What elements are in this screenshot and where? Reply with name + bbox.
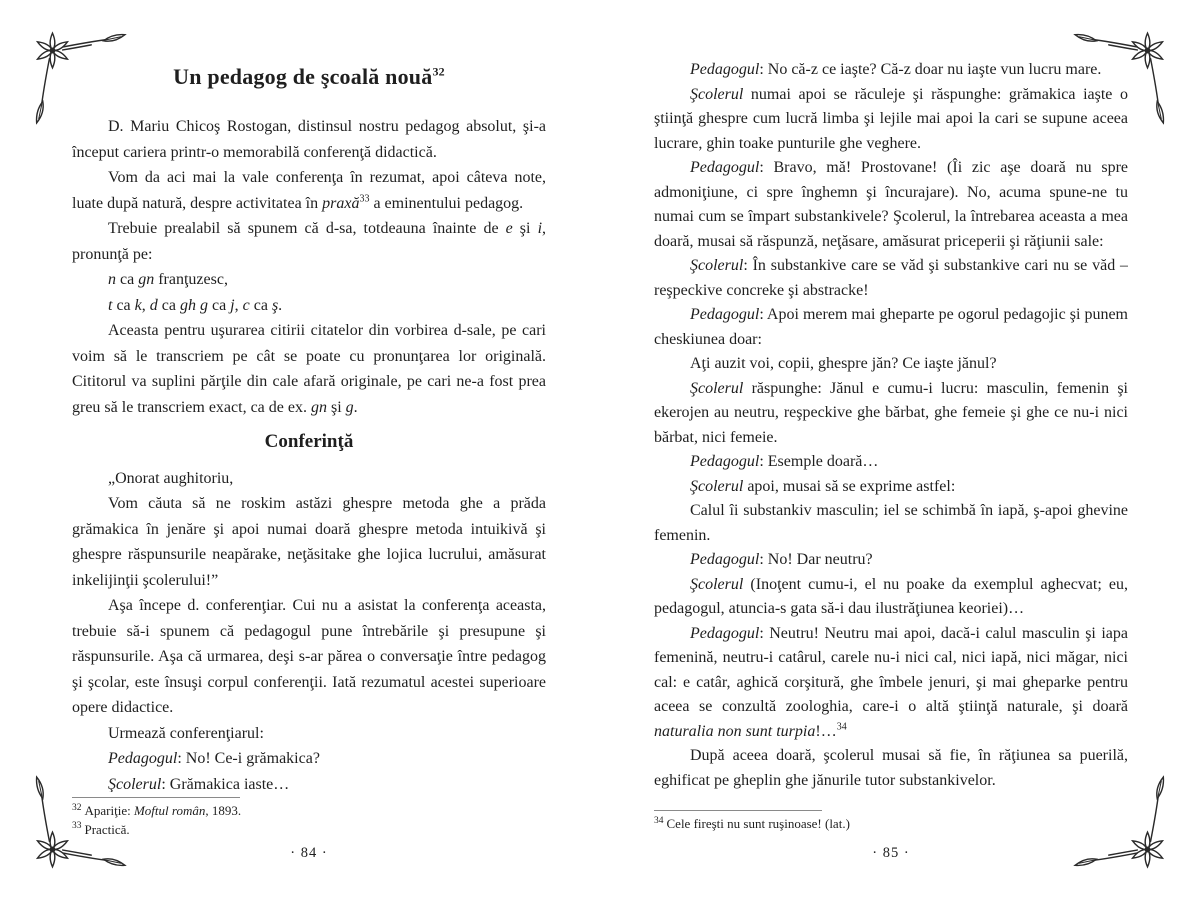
footnote-marker: 34	[836, 721, 847, 733]
text-segment: apoi, musai să se exprime astfel:	[743, 477, 956, 495]
text-segment: ca	[116, 271, 139, 288]
paragraph	[72, 216, 546, 267]
paragraph	[72, 491, 546, 593]
text-segment: D. Mariu Chicoş Rostogan, distinsul nostru pedagog absolut, şi-a început cariera printr-o memorabilă conferenţă didactică.	[72, 118, 546, 161]
chapter-title-footnote-ref: 32	[432, 64, 445, 79]
text-segment: Pedagogul	[690, 453, 760, 470]
text-segment: şi	[326, 398, 346, 416]
paragraph	[654, 622, 1128, 745]
paragraph	[72, 318, 546, 420]
text-segment: Urmează conferenţiarul:	[108, 724, 264, 742]
text-segment: şi	[512, 220, 538, 237]
text-segment: ca	[157, 296, 180, 314]
paragraph	[654, 573, 1128, 622]
paragraph	[654, 156, 1128, 254]
text-segment: : No! Ce-i grămakica?	[177, 750, 320, 767]
text-segment: Şcolerul	[108, 775, 162, 792]
text-segment: gn	[310, 398, 327, 416]
paragraph	[72, 293, 546, 319]
text-segment: Aceasta pentru uşurarea citirii citatelor din vorbirea d-sale, pe cari voim să le transcriem pe cât se poate cu pronunţarea lor originală. Cititorul va suplini părţile din cale afară originale, pe cari ne-a fost prea greu să le transcriem exact, ca de ex.	[72, 322, 546, 416]
text-segment: i	[537, 220, 543, 237]
text-segment: ca	[249, 296, 272, 314]
text-segment: Şcolerul	[690, 379, 744, 397]
paragraph	[72, 466, 546, 492]
text-segment: gh g	[179, 296, 208, 314]
text-segment: ca	[207, 296, 231, 314]
paragraph	[72, 721, 546, 747]
chapter-title-text: Un pedagog de şcoală nouă	[173, 64, 433, 89]
paragraph	[72, 772, 546, 793]
paragraph	[654, 303, 1128, 352]
section-heading	[72, 429, 546, 455]
paragraph	[654, 254, 1128, 303]
text-segment: a eminentului pedagog.	[369, 194, 524, 212]
footnote	[654, 815, 1128, 834]
text-segment: După aceea doară, şcolerul musai să fie, în răţiunea sa puerilă, eghificat pe gheplin ghe jănurile tutor substankivelor.	[654, 747, 1128, 789]
paragraph	[654, 548, 1128, 573]
text-segment: franţuzesc,	[154, 271, 228, 288]
text-segment: numai apoi se răculeje şi răspunghe: grămakica iaşte o ştiinţă ghespre cum lucră limba şi lejile mai apoi la cari se supune aceea lucrare, ghin toake punturile ghe veghere.	[654, 85, 1128, 152]
text-segment: : Bravo, mă! Prostovane! (Îi zic aşe doară nu spre admoniţiune, ci spre înghemn şi încurajare). No, acuma spune-ne tu numai cum se împart substankivele? Şcolerul, la întrebarea aceasta a mea doară, musai să răspunză, neţăsare, amăsurat priceperii şi răţiunii sale:	[654, 159, 1128, 250]
text-segment: Pedagogul	[108, 750, 178, 767]
footnote-block	[72, 797, 546, 839]
text-segment: răspunghe: Jănul e cumu-i lucru: masculin, femenin şi ekerojen au neutru, reşpeckive ghe bărbat, ghe femeie şi ghe ce nu-i nici bărbat, nici femeie.	[654, 379, 1128, 446]
text-segment: , pronunţă pe:	[72, 220, 546, 263]
text-segment: e	[505, 220, 513, 237]
chapter-title	[72, 64, 546, 90]
text-segment: naturalia non sunt turpia	[654, 722, 816, 740]
page-right	[654, 0, 1128, 900]
paragraph	[654, 744, 1128, 793]
text-segment: Cele fireşti nu sunt ruşinoase! (lat.)	[666, 816, 850, 831]
text-segment: : Apoi merem mai gheparte pe ogorul pedagojic şi punem cheskiunea doar:	[654, 306, 1128, 348]
text-segment: Apariţie:	[84, 803, 134, 818]
paragraph	[654, 58, 1128, 83]
text-segment: d	[149, 296, 158, 314]
text-segment: ş	[271, 296, 279, 314]
text-segment: Şcolerul	[690, 477, 744, 495]
text-segment: , 1893.	[205, 803, 242, 818]
footnote-rule	[72, 797, 240, 798]
text-segment: : No că-z ce iaşte? Că-z doar nu iaşte vun lucru mare.	[759, 61, 1102, 78]
text-segment: Vom căuta să ne roskim astăzi ghespre metoda ghe a prăda grămakica în jenăre şi apoi numai doară ghespre metoda intuikivă şi ghespre răspunsurile neapărake, neţăsitake ghe lojica lucrului, amăsurat inkelijinţii şcolerului!”	[72, 495, 546, 589]
page-number: · 84 ·	[290, 845, 328, 861]
text-segment: Practică.	[84, 821, 130, 837]
text-segment: Pedagogul	[690, 306, 760, 323]
text-segment: Aţi auzit voi, copii, ghespre jăn? Ce iaşte jănul?	[690, 355, 997, 372]
text-segment: Şcolerul	[690, 575, 744, 593]
footnote	[72, 821, 546, 840]
text-segment: ,	[141, 296, 150, 314]
footnote	[72, 802, 546, 821]
footnote-ref: 34	[654, 815, 664, 826]
text-segment: „Onorat aughitoriu,	[108, 469, 234, 487]
text-segment: Calul îi substankiv masculin; iel se schimbă în iapă, ş-apoi ghevine femenin.	[654, 502, 1128, 544]
text-segment: Şcolerul	[690, 257, 744, 274]
text-segment: k	[134, 296, 142, 314]
text-segment: .	[353, 398, 358, 416]
text-segment: Moftul român	[133, 803, 206, 818]
text-segment: !…	[815, 722, 837, 740]
text-segment: : În substankive care se văd şi substankive cari nu se văd – reşpeckive concreke şi abstracke!	[654, 257, 1128, 299]
footnote-ref: 32	[72, 802, 82, 813]
text-segment: c	[242, 296, 250, 314]
text-segment: .	[278, 296, 283, 314]
footnote-rule	[654, 810, 822, 811]
text-segment: gn	[138, 271, 155, 288]
footnote-list	[654, 815, 1128, 834]
text-segment: : Esemple doară…	[759, 453, 879, 470]
text-segment: (Inoţent cumu-i, el nu poake da exemplul aghecvat; eu, pedagogul, atuncia-s gata să-i dau ilustrăţiunea keoriei)…	[654, 575, 1128, 617]
footnote-block	[654, 810, 1128, 834]
text-segment: praxă	[322, 194, 360, 212]
paragraph	[654, 352, 1128, 377]
text-segment: Trebuie prealabil să spunem că d-sa, totdeauna înainte de	[108, 220, 506, 237]
text-segment: : Grămakica iaste…	[161, 775, 290, 792]
page-right-body	[654, 0, 1128, 802]
text-segment: n	[108, 271, 116, 288]
text-segment: Vom da aci mai la vale conferenţa în rezumat, apoi câteva note, luate după natură, despre activitatea în	[72, 169, 546, 212]
footnote-list	[72, 802, 546, 839]
text-segment: Pedagogul	[690, 624, 760, 642]
text-segment: Pedagogul	[690, 551, 760, 568]
paragraph	[654, 83, 1128, 157]
footnote-ref: 33	[72, 821, 82, 832]
paragraph	[654, 475, 1128, 500]
page-left-body	[72, 0, 546, 792]
paragraph	[72, 114, 546, 165]
text-segment: Pedagogul	[690, 159, 760, 176]
text-segment: Aşa începe d. conferenţiar. Cui nu a asistat la conferenţa aceasta, trebuie să-i spunem că pedagogul pune întrebările şi presupune şi răspunsurile. Aşa că urmarea, deşi s-ar părea o conversaţie între pedagog şi şcolar, este însuşi corpul conferenţii. Iată rezumatul acestei superioare opere didactice.	[72, 597, 546, 716]
text-segment: g	[345, 398, 354, 416]
body-text	[72, 114, 546, 792]
text-segment: Pedagogul	[690, 61, 760, 78]
text-segment: t	[108, 296, 113, 314]
text-segment: ca	[112, 296, 135, 314]
text-segment: : Neutru! Neutru mai apoi, dacă-i calul masculin şi iapa femenină, neutru-i catârul, carele nu-i nici cal, nici iapă, nici măgar, nici cal: e catâr, aghică corşitură, ghe îmbele jenuri, şi mai gheparke pentru aceea se conzultă zoologhia, care-i o altă ştiinţă naturale, şi doară	[654, 624, 1128, 715]
text-segment: : No! Dar neutru?	[759, 551, 873, 568]
text-segment: j	[230, 296, 235, 314]
text-segment: ,	[234, 296, 243, 314]
text-segment: Şcolerul	[690, 85, 744, 103]
body-text	[654, 58, 1128, 793]
paragraph	[72, 165, 546, 216]
paragraph	[72, 593, 546, 721]
page-left	[72, 0, 546, 900]
paragraph	[654, 377, 1128, 451]
footnote-marker: 33	[359, 193, 370, 205]
paragraph	[654, 450, 1128, 475]
page-number: · 85 ·	[872, 845, 910, 861]
paragraph	[72, 746, 546, 772]
paragraph	[654, 499, 1128, 548]
paragraph	[72, 267, 546, 293]
text-segment: Conferinţă	[264, 431, 354, 452]
